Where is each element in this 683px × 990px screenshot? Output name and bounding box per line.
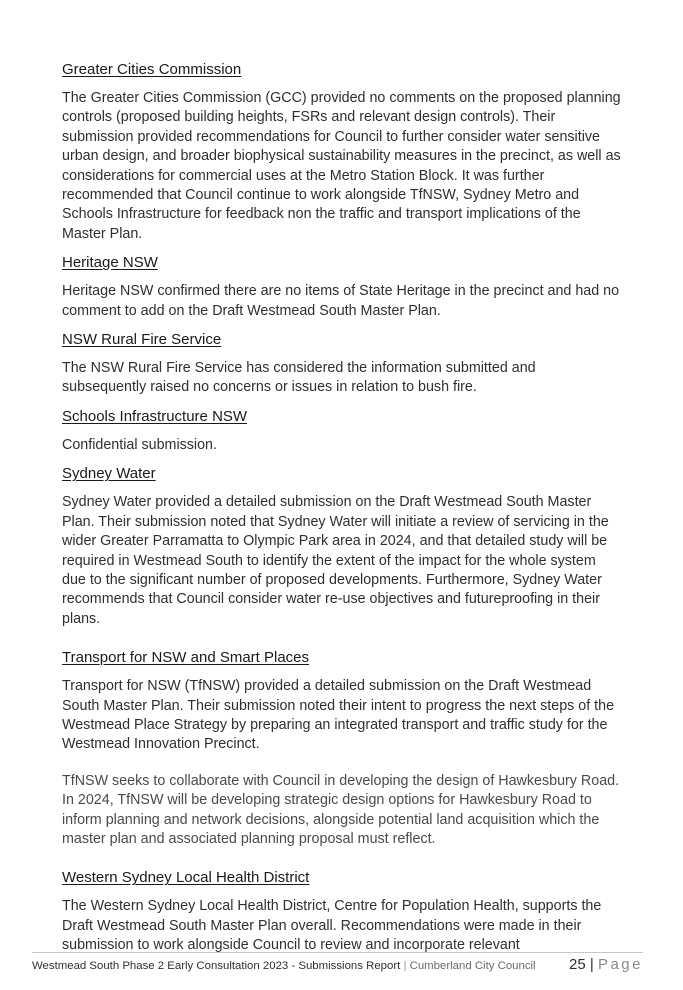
section-sydney-water: [62, 464, 622, 629]
footer-organisation: Cumberland City Council: [409, 960, 536, 972]
section-greater-cities-commission: [62, 60, 622, 244]
section-heading: Transport for NSW and Smart Places: [62, 649, 310, 667]
section-paragraph: TfNSW seeks to collaborate with Council in developing the design of Hawkesbury Road. In 2024, TfNSW will be developing strategic design options for Hawkesbury Road to inform planning and network decisions, alongside potential land acquisition which the master plan and associated planning proposal must reflect.: [62, 772, 620, 847]
section-heading: Western Sydney Local Health District: [62, 869, 310, 887]
section-heading: Greater Cities Commission: [62, 61, 242, 78]
section-heritage-nsw: [62, 253, 622, 321]
section-nsw-rural-fire-service: [62, 330, 622, 398]
section-paragraph: Heritage NSW confirmed there are no items of State Heritage in the precinct and had no comment to add on the Draft Westmead South Master Plan.: [62, 283, 620, 319]
section-western-sydney-local-health-district: [62, 868, 622, 955]
page-content: [62, 60, 622, 965]
section-paragraph: Confidential submission.: [62, 436, 217, 453]
footer-separator: |: [403, 960, 407, 972]
section-paragraph: The Western Sydney Local Health District, Centre for Population Health, supports the Draft Westmead South Master Plan overall. Recommendations were made in their submission to work alongside Council to review and incorporate relevant: [62, 898, 602, 954]
footer-page-number: 25: [569, 956, 586, 973]
footer-report-title: Westmead South Phase 2 Early Consultation 2023 - Submissions Report: [32, 960, 401, 972]
section-schools-infrastructure-nsw: [62, 407, 622, 455]
section-paragraph: Transport for NSW (TfNSW) provided a detailed submission on the Draft Westmead South Master Plan. Their submission noted their intent to progress the next steps of the Westmead Place Strategy by preparing an integrated transport and traffic study for the Westmead Innovation Precinct.: [62, 678, 615, 753]
section-paragraph: The Greater Cities Commission (GCC) provided no comments on the proposed planning controls (proposed building heights, FSRs and relevant design controls). Their submission provided recommendations for Council to further consider water sensitive urban design, and broader biophysical sustainability measures in the precinct, as well as considerations for commercial uses at the Metro Station Block. It was further recommended that Council continue to work alongside TfNSW, Sydney Metro and Schools Infrastructure for feedback non the traffic and transport implications of the Master Plan.: [62, 90, 621, 242]
section-heading: Schools Infrastructure NSW: [62, 407, 248, 425]
section-transport-for-nsw: [62, 648, 622, 849]
footer-page-word: Page: [597, 956, 643, 973]
section-heading: Sydney Water: [62, 465, 156, 483]
section-heading: NSW Rural Fire Service: [62, 331, 222, 349]
section-paragraph: The NSW Rural Fire Service has considered the information submitted and subsequently raised no concerns or issues in relation to bush fire.: [62, 360, 536, 396]
page-footer: [32, 952, 643, 974]
section-paragraph: Sydney Water provided a detailed submission on the Draft Westmead South Master Plan. Their submission noted that Sydney Water will initiate a review of servicing in the wider Greater Parramatta to Olympic Park area in 2024, and that detailed study will be required in Westmead South to identify the extent of the impact for the whole system due to the significant number of proposed developments. Furthermore, Sydney Water recommends that Council consider water re-use objectives and futureproofing in their plans.: [62, 494, 609, 627]
section-heading: Heritage NSW: [62, 254, 158, 272]
footer-page-indicator: [569, 957, 643, 973]
footer-page-separator: |: [589, 956, 594, 973]
